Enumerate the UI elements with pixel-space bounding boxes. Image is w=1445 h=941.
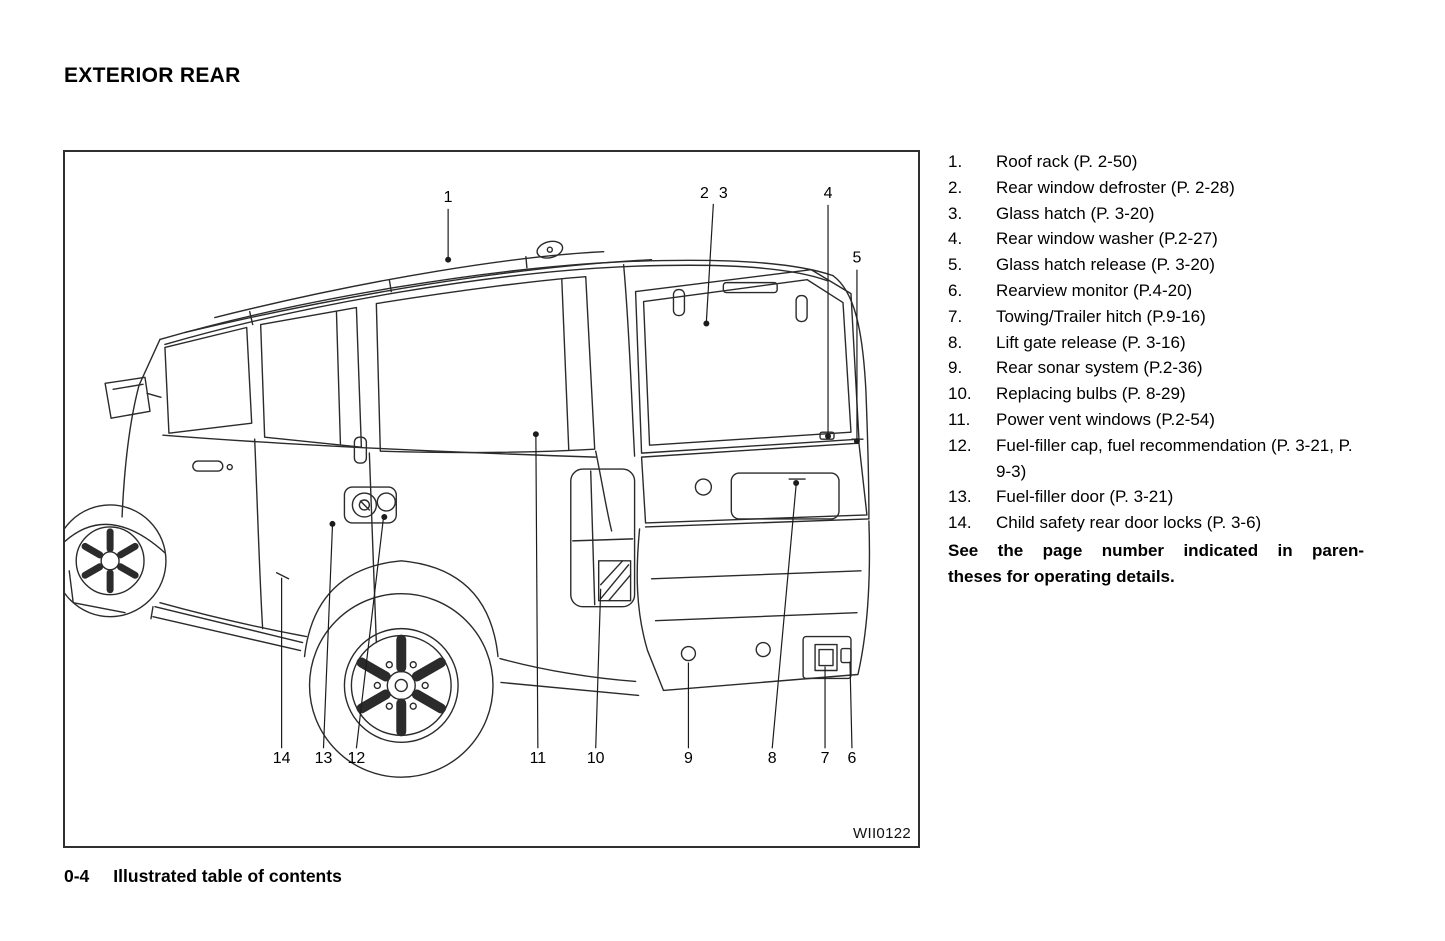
legend-item-text: Replacing bulbs (P. 8-29) (996, 384, 1186, 404)
legend-note-line: theses for operating details. (948, 566, 1175, 586)
callout-label: 9 (683, 750, 693, 768)
rear-pillar (624, 265, 869, 519)
callout-label: 1 (443, 188, 453, 206)
callout-labels (273, 185, 862, 767)
legend-item-number: 3. (948, 203, 963, 223)
legend-item-number: 12. (948, 435, 972, 455)
callout-label: 10 (586, 750, 605, 768)
callout-label: 13 (314, 750, 333, 768)
callout-label: 2 (699, 184, 709, 202)
footer-section-label: Illustrated table of contents (113, 866, 342, 886)
legend-item-number: 4. (948, 229, 963, 249)
legend-item-text: Rear window washer (P.2-27) (996, 229, 1218, 249)
vehicle-illustration (65, 152, 918, 846)
legend-item-number: 7. (948, 306, 963, 326)
legend-item-text: Roof rack (P. 2-50) (996, 152, 1138, 171)
legend (948, 149, 1370, 590)
legend-item-text: Fuel-filler door (P. 3-21) (996, 487, 1174, 507)
rear-bumper (637, 519, 869, 691)
front-section (65, 339, 165, 612)
legend-item-number: 8. (948, 332, 963, 352)
legend-item-text: Towing/Trailer hitch (P.9-16) (996, 306, 1206, 326)
legend-item-number: 14. (948, 513, 972, 533)
legend-item-text: Rear sonar system (P.2-36) (996, 358, 1203, 378)
callout-label: 8 (767, 750, 777, 768)
figure-code: WII0122 (853, 825, 911, 842)
legend-item-text: Fuel-filler cap, fuel recommendation (P. 3-21, P. 9-3) (996, 435, 1353, 481)
callout-label: 3 (718, 184, 728, 202)
illustration-frame (63, 150, 920, 848)
footer-page-number: 0-4 (64, 866, 90, 886)
legend-item-text: Power vent windows (P.2-54) (996, 409, 1215, 429)
legend-item-number: 11. (948, 409, 971, 429)
legend-item-text: Rearview monitor (P.4-20) (996, 280, 1193, 300)
legend-item-text: Rear window defroster (P. 2-28) (996, 177, 1235, 197)
body-side (151, 435, 639, 695)
legend-item-number: 9. (948, 358, 963, 378)
legend-note-line: See the page number indicated in paren- (948, 540, 1364, 560)
liftgate (642, 443, 867, 523)
callout-label: 5 (852, 249, 862, 267)
legend-item-number: 2. (948, 177, 963, 197)
legend-item-number: 10. (948, 384, 972, 404)
rear-glass-hatch (636, 270, 863, 453)
legend-list (948, 149, 1370, 536)
legend-item-text: Glass hatch (P. 3-20) (996, 203, 1155, 223)
callout-label: 11 (529, 750, 547, 768)
front-wheel (65, 505, 166, 617)
legend-item-number: 5. (948, 255, 963, 275)
page-title: EXTERIOR REAR (64, 64, 241, 87)
callout-label: 12 (347, 750, 366, 768)
legend-item-text: Child safety rear door locks (P. 3-6) (996, 513, 1262, 533)
callout-label: 6 (847, 750, 857, 768)
legend-item-text: Lift gate release (P. 3-16) (996, 332, 1186, 352)
legend-note (948, 538, 1364, 590)
callout-label: 7 (820, 750, 830, 768)
legend-item-number: 6. (948, 280, 963, 300)
side-windows (165, 277, 595, 453)
legend-item-number: 13. (948, 487, 972, 507)
rear-wheel (310, 594, 493, 777)
page-footer (64, 866, 342, 887)
callout-label: 4 (823, 184, 833, 202)
legend-item-number: 1. (948, 152, 963, 171)
legend-item-text: Glass hatch release (P. 3-20) (996, 255, 1215, 275)
callout-label: 14 (272, 750, 291, 768)
